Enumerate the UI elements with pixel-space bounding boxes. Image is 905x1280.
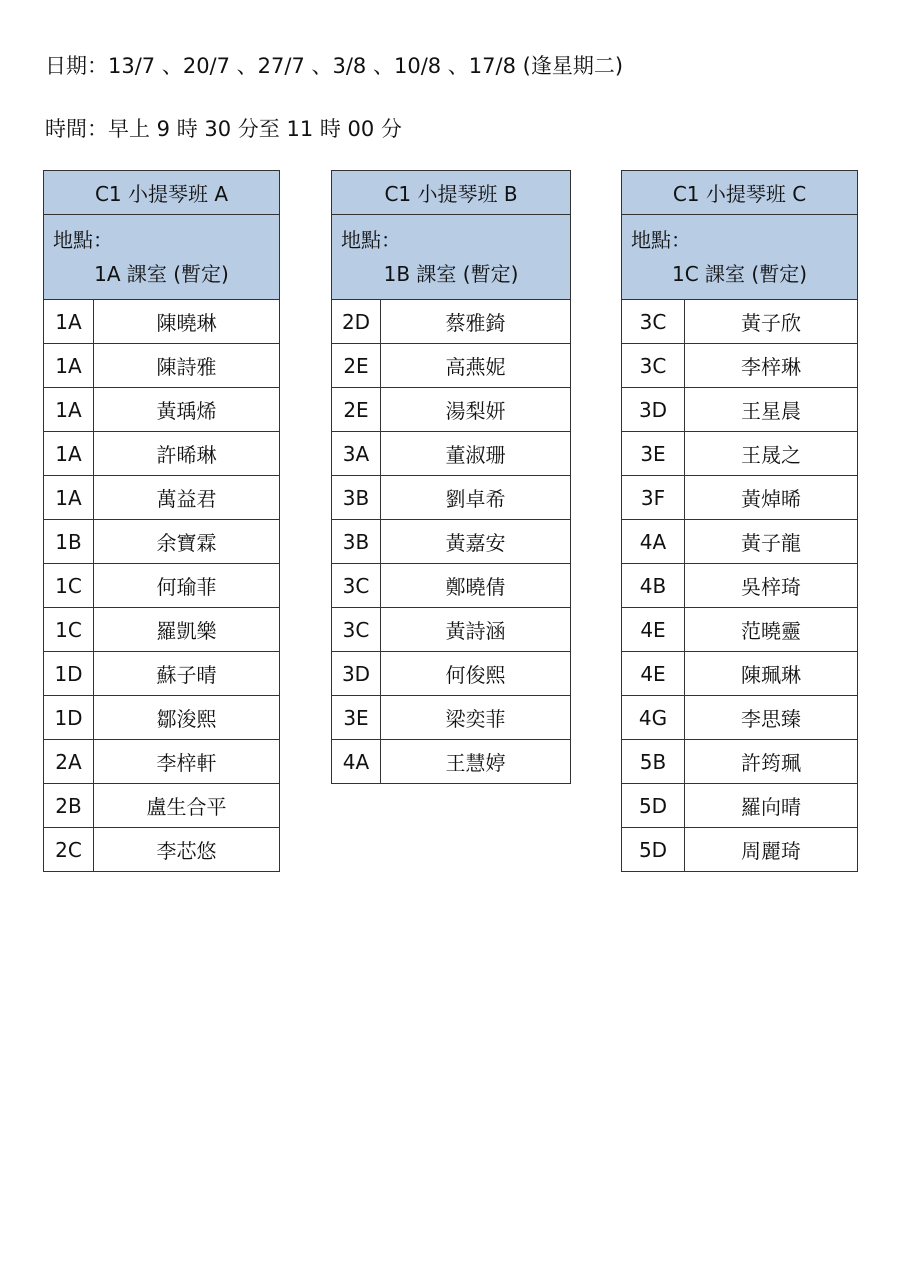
class-title: C1 小提琴班 A	[44, 171, 280, 215]
table-row	[332, 520, 571, 564]
student-name: 黃嘉安	[381, 520, 571, 564]
table-row	[332, 300, 571, 344]
table-row	[44, 608, 280, 652]
schedule-time: 時間：早上 9 時 30 分至 11 時 00 分	[45, 117, 402, 141]
student-name: 董淑珊	[381, 432, 571, 476]
table-row	[44, 344, 280, 388]
student-class: 3D	[332, 652, 381, 696]
table-row	[622, 476, 858, 520]
table-row	[44, 476, 280, 520]
student-name: 梁奕菲	[381, 696, 571, 740]
table-row	[44, 696, 280, 740]
student-class: 1A	[44, 432, 94, 476]
student-class: 1A	[44, 300, 94, 344]
student-class: 3A	[332, 432, 381, 476]
table-row	[44, 432, 280, 476]
table-row	[622, 696, 858, 740]
table-row	[44, 520, 280, 564]
student-name: 湯梨妍	[381, 388, 571, 432]
student-class: 1A	[44, 476, 94, 520]
student-class: 1C	[44, 608, 94, 652]
table-row	[622, 608, 858, 652]
table-row	[44, 828, 280, 872]
student-name: 周麗琦	[685, 828, 858, 872]
student-class: 3E	[332, 696, 381, 740]
table-row	[332, 696, 571, 740]
student-name: 鄒浚熙	[94, 696, 280, 740]
location-cell	[332, 215, 571, 300]
student-name: 李思臻	[685, 696, 858, 740]
table-row	[622, 520, 858, 564]
class-table-b	[331, 170, 571, 784]
student-name: 蘇子晴	[94, 652, 280, 696]
student-class: 4A	[622, 520, 685, 564]
student-class: 2E	[332, 388, 381, 432]
student-class: 3B	[332, 476, 381, 520]
table-row	[332, 652, 571, 696]
location-cell	[44, 215, 280, 300]
table-row	[332, 740, 571, 784]
table-row	[44, 300, 280, 344]
table-row	[622, 564, 858, 608]
student-name: 羅向晴	[685, 784, 858, 828]
student-name: 盧生合平	[94, 784, 280, 828]
student-name: 李梓琳	[685, 344, 858, 388]
student-name: 吳梓琦	[685, 564, 858, 608]
student-class: 1A	[44, 388, 94, 432]
student-class: 3C	[622, 344, 685, 388]
student-class: 1D	[44, 652, 94, 696]
student-name: 余寶霖	[94, 520, 280, 564]
student-name: 陳珮琳	[685, 652, 858, 696]
table-row	[44, 652, 280, 696]
table-row	[44, 564, 280, 608]
student-name: 許晞琳	[94, 432, 280, 476]
table-row	[622, 300, 858, 344]
table-row	[622, 784, 858, 828]
student-name: 何俊熙	[381, 652, 571, 696]
student-name: 黃瑀烯	[94, 388, 280, 432]
class-title: C1 小提琴班 B	[332, 171, 571, 215]
class-table-c	[621, 170, 858, 872]
table-row	[44, 784, 280, 828]
table-row	[332, 564, 571, 608]
student-name: 王慧婷	[381, 740, 571, 784]
class-title: C1 小提琴班 C	[622, 171, 858, 215]
table-row	[332, 476, 571, 520]
student-class: 4G	[622, 696, 685, 740]
student-name: 何瑜菲	[94, 564, 280, 608]
table-row	[332, 344, 571, 388]
schedule-dates: 日期：13/7 、20/7 、27/7 、3/8 、10/8 、17/8 (逢星期二)	[45, 54, 624, 78]
location-cell	[622, 215, 858, 300]
student-name: 李芯悠	[94, 828, 280, 872]
location-value: 1C 課室 (暫定)	[671, 262, 807, 286]
student-name: 李梓軒	[94, 740, 280, 784]
student-name: 陳曉琳	[94, 300, 280, 344]
student-class: 5D	[622, 784, 685, 828]
student-name: 劉卓希	[381, 476, 571, 520]
student-name: 王星晨	[685, 388, 858, 432]
table-row	[622, 652, 858, 696]
student-class: 3C	[622, 300, 685, 344]
student-class: 3C	[332, 564, 381, 608]
student-class: 2D	[332, 300, 381, 344]
student-name: 黃子欣	[685, 300, 858, 344]
student-name: 黃詩涵	[381, 608, 571, 652]
table-row	[622, 828, 858, 872]
student-class: 3E	[622, 432, 685, 476]
student-class: 5B	[622, 740, 685, 784]
table-row	[622, 344, 858, 388]
location-label: 地點：	[631, 228, 691, 252]
student-name: 萬益君	[94, 476, 280, 520]
student-name: 范曉靈	[685, 608, 858, 652]
student-class: 2E	[332, 344, 381, 388]
student-class: 1C	[44, 564, 94, 608]
student-class: 2C	[44, 828, 94, 872]
student-class: 3C	[332, 608, 381, 652]
table-row	[332, 432, 571, 476]
table-row	[332, 388, 571, 432]
student-class: 1D	[44, 696, 94, 740]
student-name: 王晟之	[685, 432, 858, 476]
student-class: 1A	[44, 344, 94, 388]
table-row	[622, 432, 858, 476]
student-name: 鄭曉倩	[381, 564, 571, 608]
student-class: 4E	[622, 652, 685, 696]
student-class: 4B	[622, 564, 685, 608]
student-name: 高燕妮	[381, 344, 571, 388]
student-name: 蔡雅錡	[381, 300, 571, 344]
table-row	[622, 388, 858, 432]
location-label: 地點：	[341, 228, 401, 252]
student-class: 3D	[622, 388, 685, 432]
table-row	[332, 608, 571, 652]
student-class: 2B	[44, 784, 94, 828]
student-class: 5D	[622, 828, 685, 872]
location-value: 1A 課室 (暫定)	[94, 262, 229, 286]
class-table-a	[43, 170, 280, 872]
student-name: 黃焯晞	[685, 476, 858, 520]
student-name: 黃子龍	[685, 520, 858, 564]
location-value: 1B 課室 (暫定)	[383, 262, 519, 286]
student-class: 4A	[332, 740, 381, 784]
student-class: 2A	[44, 740, 94, 784]
student-class: 1B	[44, 520, 94, 564]
student-class: 4E	[622, 608, 685, 652]
location-label: 地點：	[53, 228, 113, 252]
student-class: 3B	[332, 520, 381, 564]
table-row	[44, 740, 280, 784]
student-name: 許筠珮	[685, 740, 858, 784]
table-row	[622, 740, 858, 784]
student-name: 羅凱樂	[94, 608, 280, 652]
student-class: 3F	[622, 476, 685, 520]
student-name: 陳詩雅	[94, 344, 280, 388]
table-row	[44, 388, 280, 432]
